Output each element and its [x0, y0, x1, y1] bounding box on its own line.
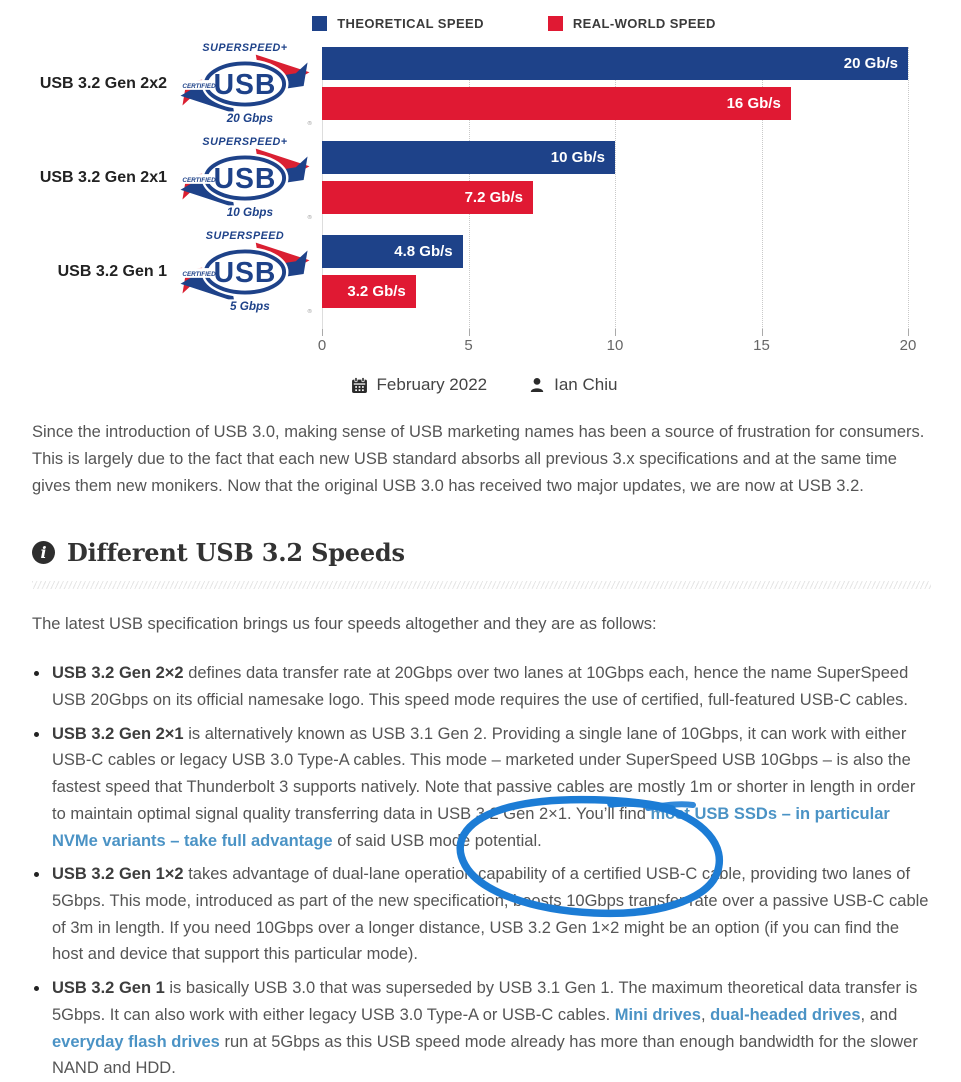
tick-mark	[469, 329, 470, 336]
calendar-icon	[351, 377, 368, 394]
tick-label: 10	[606, 337, 624, 354]
section-heading	[32, 538, 931, 567]
bar-theoretical-gen2x2	[322, 47, 908, 80]
bar-value-label: 16 Gb/s	[726, 95, 781, 112]
person-icon	[529, 377, 545, 393]
x-axis-ticks	[317, 329, 917, 355]
link-mini-drives[interactable]: Mini drives	[614, 1005, 701, 1024]
bar-value-label: 3.2 Gb/s	[347, 283, 406, 300]
post-meta	[60, 375, 908, 395]
bar-realworld-gen2x2	[322, 87, 791, 120]
bar-realworld-gen2x1	[322, 181, 533, 214]
svg-text:®: ®	[307, 308, 312, 315]
list-item-gen1: • USB 3.2 Gen 1 is basically USB 3.0 that was superseded by USB 3.1 Gen 1. The maximum theoretical data transfer is 5Gbps. It can also work with either legacy USB 3.0 Type-A or USB-C cables. Mini drives, dual-headed drives, and everyday flash drives run at 5Gbps as this USB speed mode already has more than enough bandwidth for the slower NAND and HDD.	[50, 975, 931, 1082]
post-author-text: Ian Chiu	[554, 375, 618, 394]
intro-paragraph: Since the introduction of USB 3.0, making sense of USB marketing names has been a source of frustration for consumers. This is largely due to the fact that each new USB standard absorbs all previous 3.x specifications and at the same time gives them new monikers. Now that the original USB 3.0 has received two major updates, we are now at USB 3.2.	[32, 423, 925, 496]
usb-speed-chart	[0, 16, 917, 395]
svg-text:USB: USB	[213, 162, 277, 195]
theoretical-speed-swatch	[312, 16, 327, 31]
tick-mark	[908, 329, 909, 336]
svg-text:SUPERSPEED+: SUPERSPEED+	[202, 41, 288, 54]
tick-label: 0	[317, 337, 327, 354]
tick-label: 5	[464, 337, 473, 354]
link-dual-headed-drives[interactable]: dual-headed drives	[710, 1005, 861, 1024]
category-label: USB 3.2 Gen 2x2	[39, 74, 167, 92]
real-world-speed-swatch	[548, 16, 563, 31]
chart-row-gen2x2	[39, 41, 908, 127]
category-block	[0, 135, 322, 221]
bar-theoretical-gen2x1	[322, 141, 615, 174]
svg-text:®: ®	[307, 120, 312, 127]
chart-legend	[120, 16, 908, 31]
bar-theoretical-gen1	[322, 235, 463, 268]
term-bold: USB 3.2 Gen 2×1	[52, 724, 184, 743]
legend-label: THEORETICAL SPEED	[337, 16, 484, 31]
list-intro: The latest USB specification brings us four speeds altogether and they are as follows:	[32, 615, 657, 634]
list-item-gen2x2: • USB 3.2 Gen 2×2 defines data transfer rate at 20Gbps over two lanes at 10Gbps each, hence the name SuperSpeed USB 20Gbps on its official namesake logo. This speed mode requires the use of certified, full-featured USB-C cables.	[50, 660, 931, 713]
legend-item-realworld	[548, 16, 716, 31]
bar-value-label: 4.8 Gb/s	[394, 243, 453, 260]
speed-list	[50, 660, 931, 1082]
usb-superspeed-20gbps-logo-icon	[176, 41, 314, 127]
category-block	[0, 229, 322, 315]
link-usb-ssds[interactable]: most USB SSDs – in particular NVMe variants – take full advantage	[52, 804, 890, 850]
info-icon: i	[32, 541, 55, 564]
svg-text:5 Gbps: 5 Gbps	[230, 299, 270, 313]
svg-text:10 Gbps: 10 Gbps	[226, 205, 274, 219]
svg-text:CERTIFIED: CERTIFIED	[182, 270, 216, 278]
tick-label: 15	[753, 337, 770, 354]
category-label: USB 3.2 Gen 2x1	[39, 168, 167, 186]
svg-text:CERTIFIED: CERTIFIED	[182, 176, 216, 184]
chart-row-gen1	[57, 229, 908, 315]
tick-mark	[322, 329, 323, 336]
tick-mark	[615, 329, 616, 336]
link-everyday-flash-drives[interactable]: everyday flash drives	[52, 1032, 220, 1051]
svg-text:®: ®	[307, 214, 312, 221]
svg-text:CERTIFIED: CERTIFIED	[182, 82, 216, 90]
bar-value-label: 10 Gb/s	[550, 149, 605, 166]
svg-text:20 Gbps: 20 Gbps	[226, 111, 274, 125]
category-block	[0, 41, 322, 127]
usb-superspeed-10gbps-logo-icon	[176, 135, 314, 221]
article-page	[0, 16, 961, 1082]
term-bold: USB 3.2 Gen 1	[52, 979, 165, 998]
post-date-text: February 2022	[376, 375, 488, 394]
article-body	[0, 419, 961, 1082]
usb-superspeed-5gbps-logo-icon	[176, 229, 314, 315]
gridline	[908, 47, 909, 329]
svg-text:SUPERSPEED: SUPERSPEED	[205, 229, 285, 242]
chart-plot-area	[0, 41, 917, 355]
list-item-gen1x2: • USB 3.2 Gen 1×2 takes advantage of dual-lane operation capability of a certified USB-C cable, providing two lanes of 5Gbps. This mode, introduced as part of the new specification, boosts 10Gbps transfer rate over a passive USB-C cable of 3m in length. If you need 10Gbps over a longer distance, USB 3.2 Gen 1×2 might be an option (if you can find the host and device that support this particular mode).	[50, 861, 931, 968]
chart-row-gen2x1	[39, 135, 908, 221]
bar-value-label: 7.2 Gb/s	[464, 189, 523, 206]
bar-value-label: 20 Gb/s	[843, 55, 898, 72]
svg-text:SUPERSPEED+: SUPERSPEED+	[202, 135, 288, 148]
legend-item-theoretical	[312, 16, 484, 31]
tick-label: 20	[899, 337, 917, 354]
legend-label: REAL-WORLD SPEED	[572, 16, 716, 31]
list-item-gen2x1: • USB 3.2 Gen 2×1 is alternatively known as USB 3.1 Gen 2. Providing a single lane of 10Gbps, it can work with either USB-C cables or legacy USB 3.0 Type-A cables. This mode – marketed under SuperSpeed USB 10Gbps – is also the fastest speed that Thunderbolt 3 supports natively. Note that passive cables are mostly 1m or shorter in length in order to maintain optimal signal quality transferring data in USB 3.2 Gen 2×1. You’ll find most USB SSDs – in particular NVMe variants – take full advantage of said USB mode potential.	[50, 721, 931, 855]
section-heading-text: Different USB 3.2 Speeds	[67, 538, 405, 568]
post-author	[529, 375, 617, 395]
tick-mark	[762, 329, 763, 336]
hatched-divider	[32, 581, 931, 589]
svg-text:USB: USB	[213, 68, 277, 101]
category-label: USB 3.2 Gen 1	[57, 262, 167, 280]
svg-text:USB: USB	[213, 256, 277, 289]
term-bold: USB 3.2 Gen 1×2	[52, 865, 184, 884]
post-date	[351, 375, 488, 395]
term-bold: USB 3.2 Gen 2×2	[52, 664, 184, 683]
bar-realworld-gen1	[322, 275, 416, 308]
